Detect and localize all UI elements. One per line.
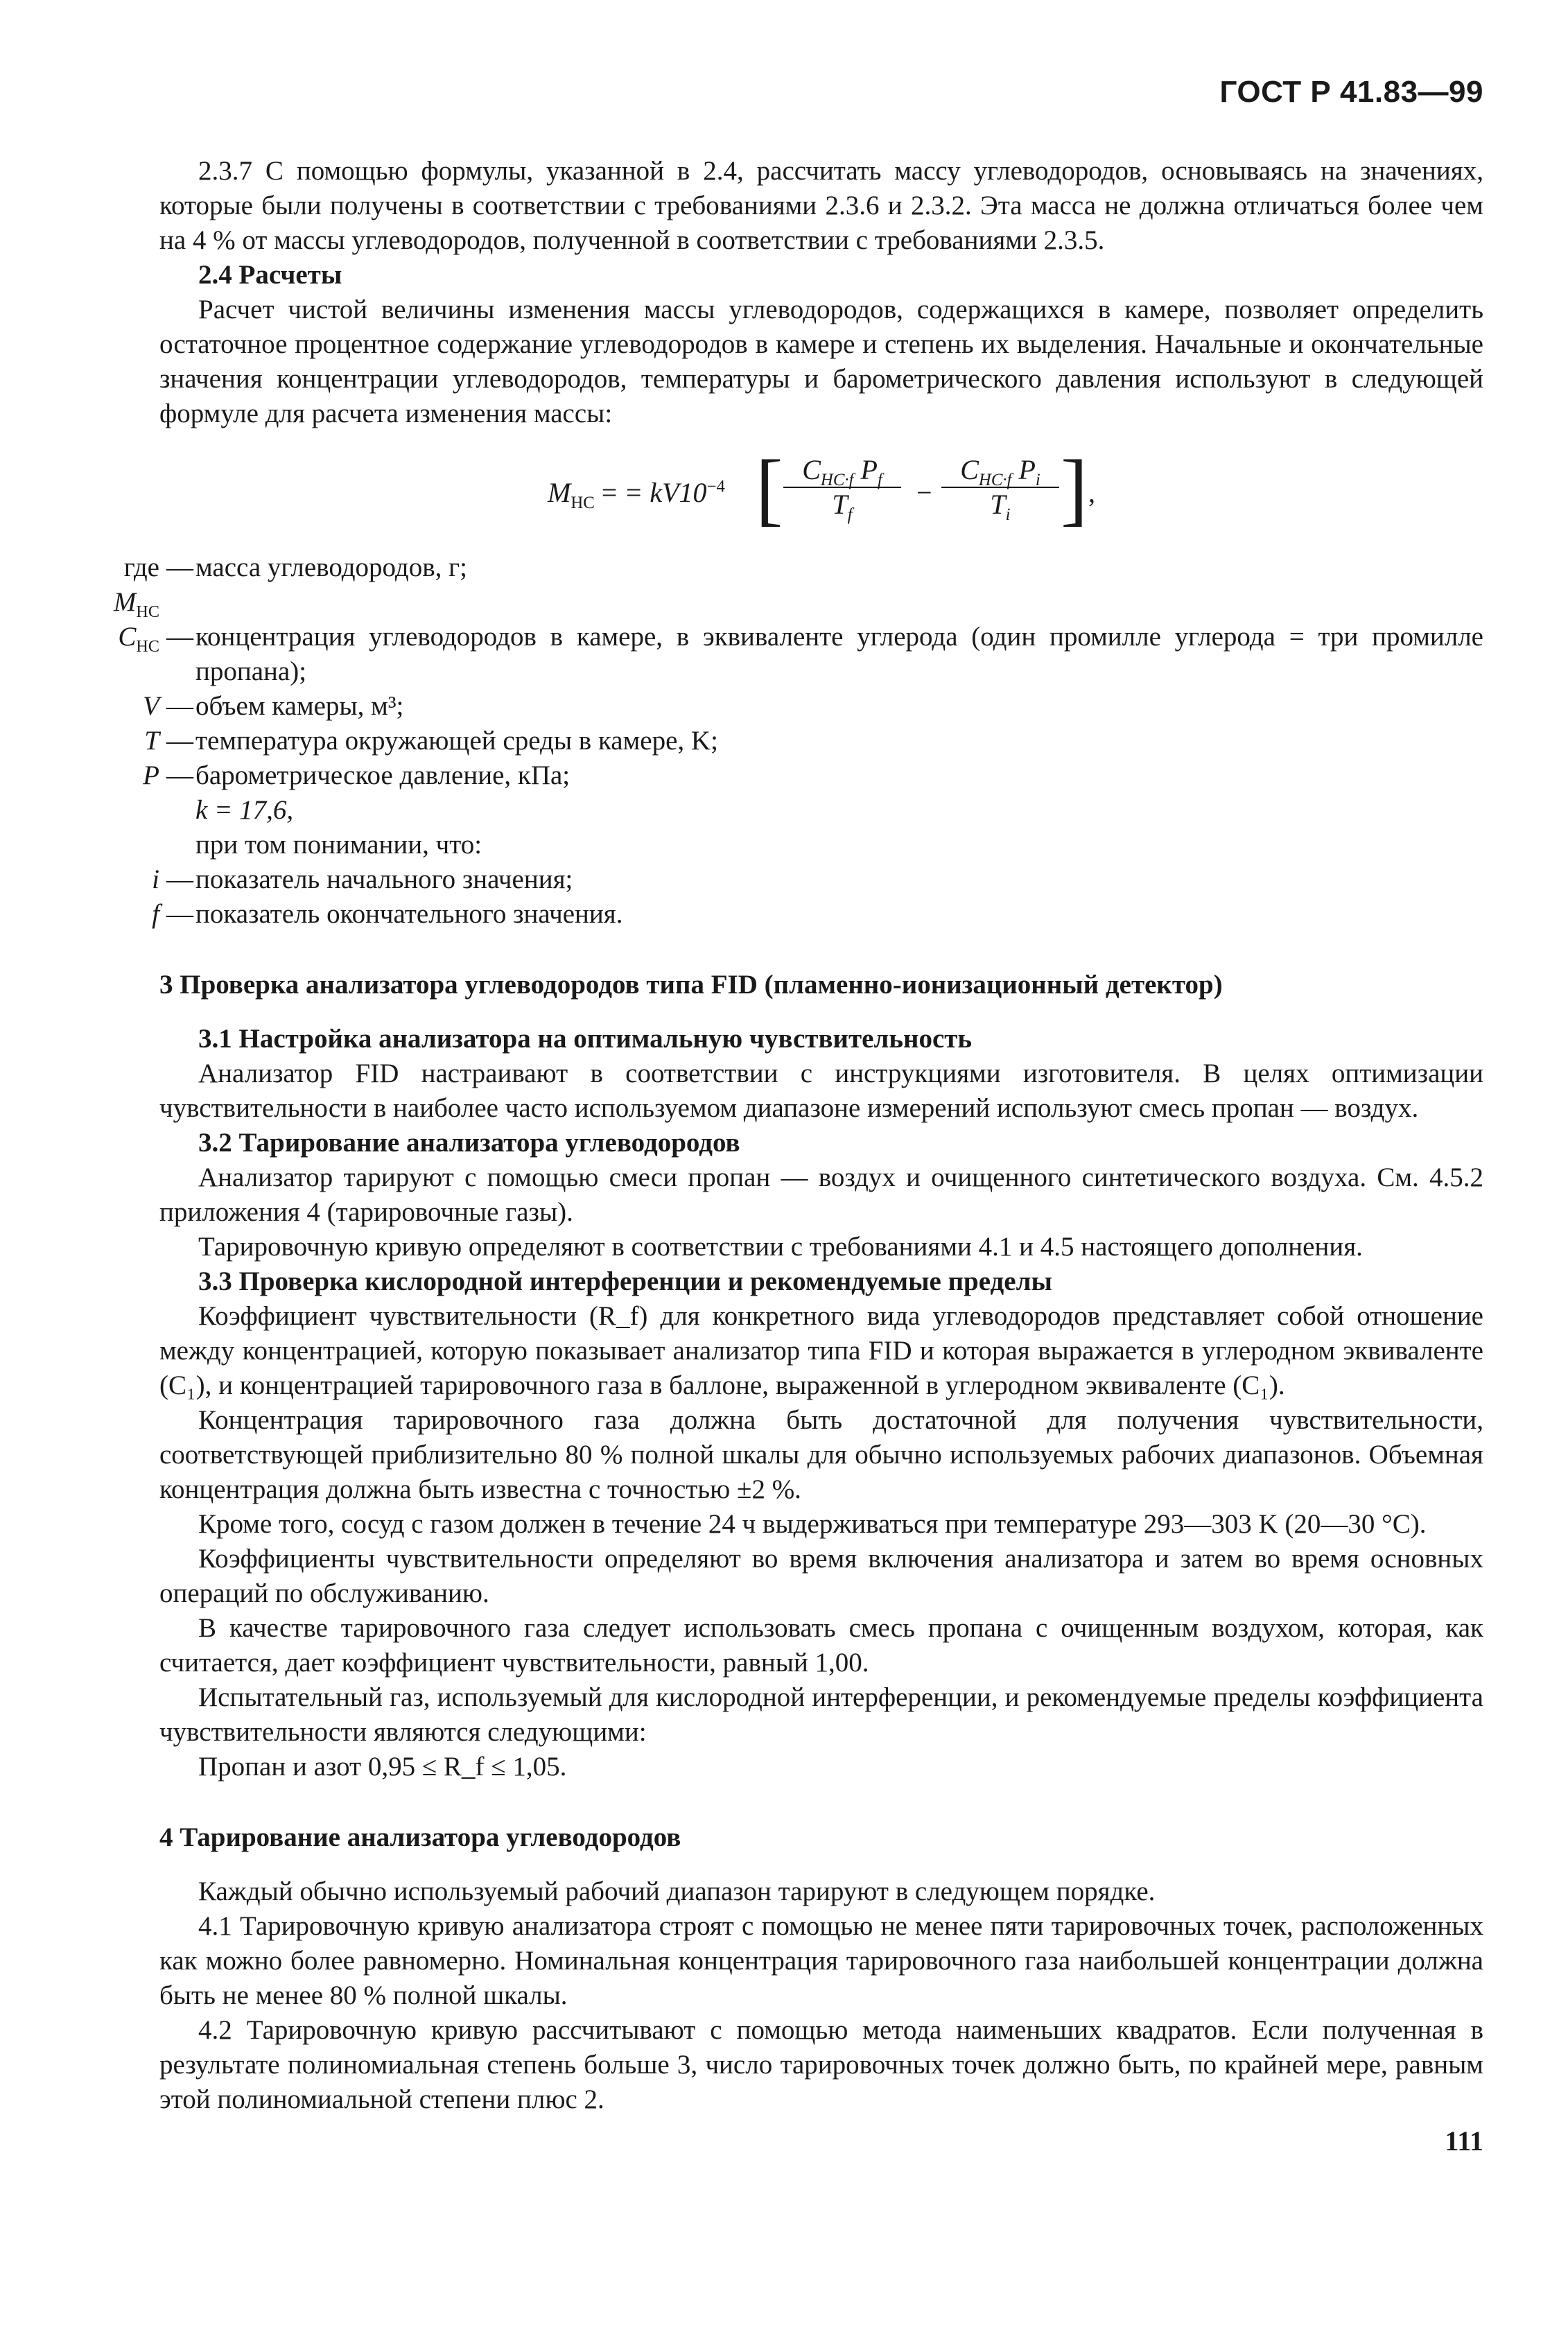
paragraph-4-2: 4.2 Тарировочную кривую рассчитывают с помощью метода наименьших квадратов. Если полученная в результате полиномиальная степень больше 3, число тарировочных точек должно быть, по крайней мере, равным этой полиномиальной степени плюс 2. (159, 2015, 1483, 2114)
definition-row: V — объем камеры, м³; (92, 689, 1483, 724)
paragraph-3-3d: Коэффициенты чувствительности определяют во время включения анализатора и затем во время основных операций по обслуживанию. (159, 1544, 1483, 1608)
definition-text: барометрическое давление, кПа; (195, 760, 570, 790)
definition-text: показатель окончательного значения. (195, 899, 623, 929)
definition-text: концентрация углеводородов в камере, в эквиваленте углерода (один промилле углерода = три промилле пропана); (195, 622, 1483, 686)
definition-k: k = 17,6, (195, 795, 294, 825)
paragraph-4-1: 4.1 Тарировочную кривую анализатора строят с помощью не менее пяти тарировочных точек, расположенных как можно более равномерно. Номинальная концентрация тарировочного газа наибольшей концентрации должна быть не менее 80 % полной шкалы. (159, 1911, 1483, 2010)
formula-fraction-final: $C_{HC\cdot f}$ $P_f$ $T_f$ (783, 453, 901, 521)
definition-symbol: f (152, 899, 159, 929)
formula-comma: , (1088, 477, 1095, 508)
heading-3-2: 3.2 Тарирование анализатора углеводородов (198, 1128, 740, 1158)
paragraph-4: Каждый обычно используемый рабочий диапазон тарируют в следующем порядке. (198, 1876, 1156, 1906)
definition-row (92, 828, 1483, 862)
definition-text: объем камеры, м³; (195, 691, 404, 721)
definition-symbol: V (143, 691, 159, 721)
paragraph-3-2b: Тарировочную кривую определяют в соответствии с требованиями 4.1 и 4.5 настоящего дополнения. (198, 1232, 1363, 1262)
formula-left-bracket: [ (756, 443, 783, 534)
paragraph-3-3e: В качестве тарировочного газа следует использовать смесь пропана с очищенным воздухом, которая, как считается, дает коэффициент чувствительности, равный 1,00. (159, 1613, 1483, 1678)
definition-symbol: i (152, 864, 159, 894)
variable-definitions (92, 550, 1483, 932)
paragraph-3-3a: Коэффициент чувствительности (R_f) для конкретного вида углеводородов представляет собой отношение между концентрацией, которую показывает анализатор типа FID и которая выражается в углеродном эквиваленте (C₁), и концентрацией тарировочного газа в баллоне, выраженной в углеродном эквиваленте (C₁). (159, 1301, 1483, 1400)
mass-formula (159, 445, 1483, 541)
definition-note: при том понимании, что: (195, 830, 482, 860)
paragraph-2-3-7: 2.3.7 С помощью формулы, указанной в 2.4, рассчитать массу углеводородов, основываясь на значениях, которые были получены в соответствии с требованиями 2.3.6 и 2.3.2. Эта масса не должна отличаться более чем на 4 % от массы углеводородов, полученной в соответствии с требованиями 2.3.5. (159, 156, 1483, 255)
definition-symbol: P (143, 760, 159, 790)
paragraph-3-1: Анализатор FID настраивают в соответствии с инструкциями изготовителя. В целях оптимизации чувствительности в наиболее часто используемом диапазоне измерений используют смесь пропан — воздух. (159, 1059, 1483, 1123)
paragraph-3-3f: Испытательный газ, используемый для кислородной интерференции, и рекомендуемые пределы коэффициента чувствительности являются следующими: (159, 1682, 1483, 1747)
formula-fraction-initial: $C_{HC\cdot f}$ $P_i$ $T_i$ (941, 453, 1059, 521)
heading-section-3: 3 Проверка анализатора углеводородов типа FID (пламенно-ионизационный детектор) (159, 970, 1223, 1000)
document-header: ГОСТ Р 41.83—99 (1219, 75, 1483, 109)
definition-row: i — показатель начального значения; (92, 862, 1483, 897)
formula-minus: − (916, 477, 932, 508)
definition-row: где $M_{HC}$ — масса углеводородов, г; (92, 550, 1483, 620)
page-number: 111 (1445, 2125, 1483, 2157)
paragraph-3-3g: Пропан и азот 0,95 ≤ R_f ≤ 1,05. (198, 1752, 567, 1782)
formula-right-bracket: ] (1061, 443, 1088, 534)
definition-row: $C_{HC}$ — концентрация углеводородов в камере, в эквиваленте углерода (один промилле углерода = три промилле пропана); (92, 620, 1483, 689)
heading-3-1: 3.1 Настройка анализатора на оптимальную чувствительность (198, 1024, 973, 1054)
formula-lhs: $M_{HC}$ = = $kV10^{-4}$ (548, 477, 725, 512)
definition-row: P — барометрическое давление, кПа; (92, 758, 1483, 793)
heading-section-4: 4 Тарирование анализатора углеводородов (159, 1822, 681, 1852)
definition-text: масса углеводородов, г; (195, 552, 467, 582)
definition-row: f — показатель окончательного значения. (92, 897, 1483, 932)
paragraph-3-3b: Концентрация тарировочного газа должна быть достаточной для получения чувствительности, соответствующей приблизительно 80 % полной шкалы для обычно используемых рабочих диапазонов. Объемная концентрация должна быть известна с точностью ±2 %. (159, 1405, 1483, 1504)
definition-symbol: где $M_{HC}$ (113, 552, 159, 621)
definition-text: показатель начального значения; (195, 864, 573, 894)
definition-row: T — температура окружающей среды в камере, K; (92, 724, 1483, 758)
paragraph-2-4: Расчет чистой величины изменения массы углеводородов, содержащихся в камере, позволяет определить остаточное процентное содержание углеводородов в камере и степень их выделения. Начальные и окончательные значения концентрации углеводородов, температуры и барометрического давления используют в следующей формуле для расчета изменения массы: (159, 295, 1483, 428)
definition-row (92, 793, 1483, 828)
paragraph-3-3c: Кроме того, сосуд с газом должен в течение 24 ч выдерживаться при температуре 293—303 K (20—30 °C). (198, 1509, 1427, 1539)
paragraph-3-2a: Анализатор тарируют с помощью смеси пропан — воздух и очищенного синтетического воздуха. См. 4.5.2 приложения 4 (тарировочные газы). (159, 1162, 1483, 1227)
page-body (113, 154, 1483, 2117)
heading-2-4: 2.4 Расчеты (198, 260, 342, 290)
definition-symbol: T (144, 726, 159, 756)
heading-3-3: 3.3 Проверка кислородной интерференции и рекомендуемые пределы (198, 1266, 1052, 1296)
definition-text: температура окружающей среды в камере, K; (195, 726, 718, 756)
definition-symbol: $C_{HC}$ (118, 622, 159, 656)
